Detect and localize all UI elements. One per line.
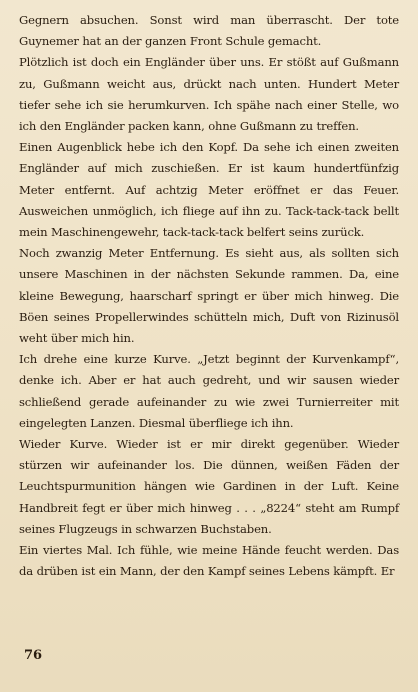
page-text — [19, 10, 399, 582]
page-number: 76 — [24, 648, 43, 663]
paragraph-2: Plötzlich ist doch ein Engländer über uns. Er stößt auf Gußmann zu, Gußmann weicht aus, drückt nach unten. Hundert Meter tiefer sehe ich sie herumkurven. Ich spähe nach einer Stelle, wo ich den Engländer packen kann, ohne Gußmann zu treffen. — [19, 55, 399, 134]
paragraph-3: Einen Augenblick hebe ich den Kopf. Da sehe ich einen zweiten Engländer auf mich zuschießen. Er ist kaum hundertfünfzig Meter entfernt. Auf achtzig Meter eröffnet er das Feuer. Ausweichen unmöglich, ich fliege auf ihn zu. Tack-tack-tack bellt mein Maschinengewehr, tack-tack-tack belfert seins zurück. — [19, 140, 399, 240]
paragraph-6: Wieder Kurve. Wieder ist er mir direkt gegenüber. Wieder stürzen wir aufeinander los. Die dünnen, weißen Fäden der Leuchtspurmunition hängen wie Gardinen in der Luft. Keine Handbreit fegt er über mich hinweg . . . „8224“ steht am Rumpf seines Flugzeugs in schwarzen Buchstaben. — [19, 437, 399, 536]
paragraph-5: Ich drehe eine kurze Kurve. „Jetzt beginnt der Kurvenkampf“, denke ich. Aber er hat auch gedreht, und wir sausen wieder schließend gerade aufeinander zu wie zwei Turnierreiter mit eingelegten Lanzen. Diesmal überfliege ich ihn. — [19, 352, 399, 430]
paragraph-4: Noch zwanzig Meter Entfernung. Es sieht aus, als sollten sich unsere Maschinen in der nächsten Sekunde rammen. Da, eine kleine Bewegung, haarscharf springt er über mich hinweg. Die Böen seines Propellerwindes schütteln mich, Duft von Rizinusöl weht über mich hin. — [19, 246, 399, 346]
paragraph-7: Ein viertes Mal. Ich fühle, wie meine Hände feucht werden. Das da drüben ist ein Mann, der den Kampf seines Lebens kämpft. Er — [19, 543, 399, 579]
paragraph-1: Gegnern absuchen. Sonst wird man überrascht. Der tote Guynemer hat an der ganzen Front Schule gemacht. — [19, 13, 399, 49]
